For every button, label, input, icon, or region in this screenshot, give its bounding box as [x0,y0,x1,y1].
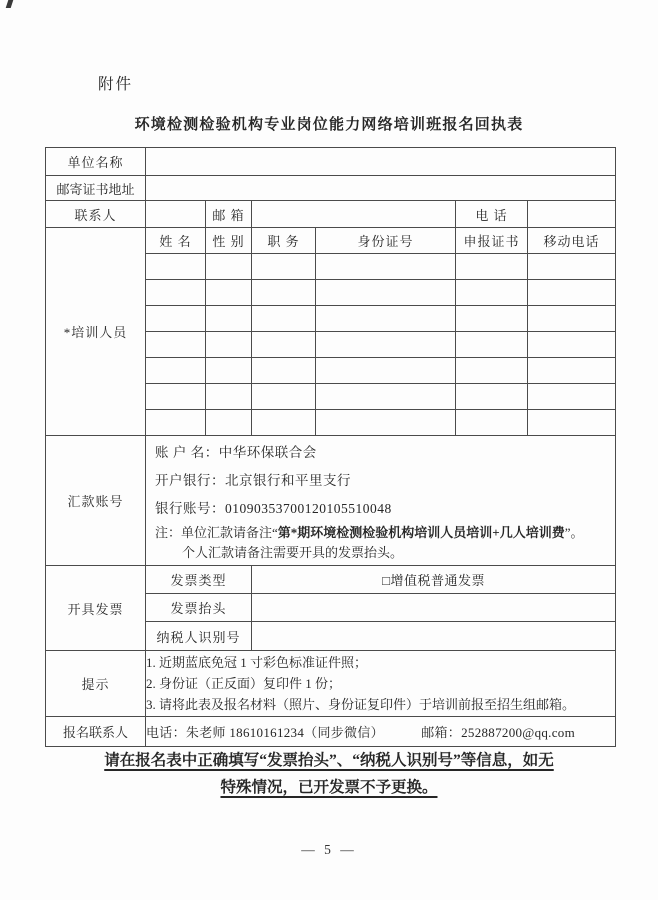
tip-item-3: 3. 请将此表及报名材料（照片、身份证复印件）于培训前报至招生组邮箱。 [146,697,576,712]
remittance-account-name: 账 户 名：中华环保联合会 [155,444,317,460]
invoice-type-value: □增值税普通发票 [252,566,616,594]
trainee-empty-cell [252,410,316,436]
trainee-col-gender: 性 别 [206,228,252,254]
trainee-empty-cell [146,306,206,332]
trainee-empty-cell [456,332,528,358]
registration-contact-label: 报名联系人 [46,717,146,747]
invoice-type-label: 发票类型 [146,566,252,594]
trainee-empty-cell [456,384,528,410]
trainee-empty-cell [206,358,252,384]
mail-address-value-cell [146,176,616,201]
attachment-label: 附件 [98,76,134,93]
trainee-empty-cell [206,332,252,358]
tip-item-2: 2. 身份证（正反面）复印件 1 份； [146,676,342,691]
contact-phone-label: 电 话 [456,201,528,228]
trainee-empty-cell [528,306,616,332]
trainee-col-mobile: 移动电话 [528,228,616,254]
remittance-row [46,436,616,566]
trainee-empty-cell [252,384,316,410]
registration-contact-phone: 电话：朱老师 18610161234（同步微信） [146,725,384,740]
trainee-empty-cell [146,384,206,410]
remittance-note-prefix: 注：单位汇款请备注“ [155,524,278,540]
trainee-col-position: 职 务 [252,228,316,254]
trainee-empty-cell [528,254,616,280]
trainee-empty-cell [206,306,252,332]
trainee-empty-cell [252,280,316,306]
unit-name-row [46,148,616,176]
trainee-empty-cell [146,358,206,384]
trainees-label: *培训人员 [46,228,146,436]
mail-address-label: 邮寄证书地址 [46,176,146,201]
trainee-empty-cell [206,254,252,280]
contact-email-cell [252,201,456,228]
contact-phone-cell [528,201,616,228]
tips-content-cell [146,651,616,717]
trainee-col-name: 姓 名 [146,228,206,254]
trainee-empty-cell [252,254,316,280]
trainee-empty-cell [316,358,456,384]
trainee-empty-cell [456,254,528,280]
invoice-label: 开具发票 [46,566,146,651]
remittance-note [146,523,615,563]
unit-name-label: 单位名称 [46,148,146,176]
trainee-empty-cell [456,410,528,436]
trainee-empty-cell [252,306,316,332]
trainee-empty-cell [316,254,456,280]
trainee-empty-cell [316,306,456,332]
tax-id-value-cell [252,622,616,651]
trainee-empty-cell [206,384,252,410]
invoice-title-value-cell [252,594,616,622]
page-number: — 5 — [301,842,357,857]
invoice-notice-line1: 请在报名表中正确填写“发票抬头”、“纳税人识别号”等信息，如无 [104,752,554,769]
remittance-details-cell [146,436,616,566]
invoice-type-row [46,566,616,594]
trainee-header-row [46,228,616,254]
mail-address-row [46,176,616,201]
remittance-note-suffix: ”。 [564,524,584,540]
trainee-empty-cell [456,358,528,384]
tips-row [46,651,616,717]
contact-row [46,201,616,228]
trainee-empty-cell [316,410,456,436]
tip-item-1: 1. 近期蓝底免冠 1 寸彩色标准证件照； [146,655,368,670]
trainee-empty-cell [528,358,616,384]
contact-email-label: 邮 箱 [206,201,252,228]
trainee-empty-cell [146,254,206,280]
trainee-empty-cell [528,332,616,358]
remittance-note-line2: 个人汇款请备注需要开具的发票抬头。 [182,544,404,560]
trainee-empty-cell [206,410,252,436]
remittance-label: 汇款账号 [46,436,146,566]
remittance-account-number: 银行账号：01090353700120105510048 [155,500,392,516]
tips-label: 提示 [46,651,146,717]
tax-id-label: 纳税人识别号 [146,622,252,651]
trainee-empty-cell [146,280,206,306]
trainee-empty-cell [528,384,616,410]
trainee-empty-cell [316,384,456,410]
scan-artifact [6,0,14,8]
contact-name-cell [146,201,206,228]
trainee-empty-cell [456,280,528,306]
unit-name-value-cell [146,148,616,176]
trainee-empty-cell [316,332,456,358]
registration-contact-cell [146,717,616,747]
trainee-empty-cell [146,410,206,436]
registration-form-table [45,147,616,747]
remittance-bank: 开户银行：北京银行和平里支行 [155,472,351,488]
invoice-notice-line2: 特殊情况，已开发票不予更换。 [220,779,438,796]
trainee-empty-cell [252,358,316,384]
contact-label: 联系人 [46,201,146,228]
trainee-col-id-number: 身份证号 [316,228,456,254]
trainee-empty-cell [528,410,616,436]
trainee-empty-cell [456,306,528,332]
trainee-empty-cell [316,280,456,306]
trainee-col-certificate: 申报证书 [456,228,528,254]
invoice-title-label: 发票抬头 [146,594,252,622]
trainee-empty-cell [146,332,206,358]
registration-contact-email: 邮箱：252887200@qq.com [421,725,576,740]
registration-contact-row [46,717,616,747]
remittance-note-emphasis: 第*期环境检测检验机构培训人员培训+几人培训费 [277,524,565,540]
trainee-empty-cell [528,280,616,306]
trainee-empty-cell [252,332,316,358]
trainee-empty-cell [206,280,252,306]
invoice-notice [0,747,658,801]
page-title: 环境检测检验机构专业岗位能力网络培训班报名回执表 [134,117,524,133]
